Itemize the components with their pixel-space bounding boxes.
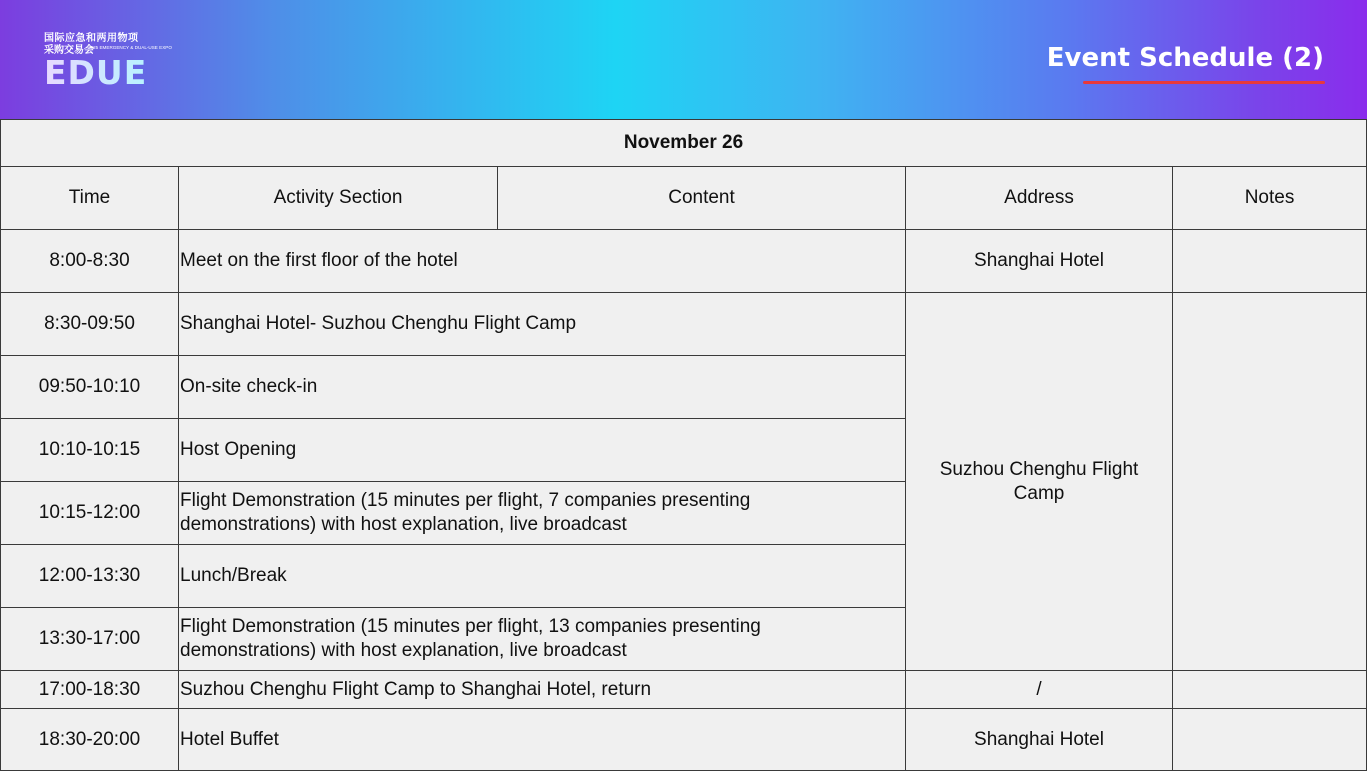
activity-cell: Flight Demonstration (15 minutes per flight, 13 companies presenting demonstrations) with host explanation, live broadcast (179, 608, 906, 671)
column-header-notes: Notes (1173, 167, 1367, 230)
table-row (1, 293, 1367, 356)
table-row (1, 709, 1367, 771)
notes-cell (1173, 671, 1367, 709)
time-cell: 8:00-8:30 (1, 230, 179, 293)
time-cell: 10:10-10:15 (1, 419, 179, 482)
logo-mark: EDUE (44, 53, 148, 92)
activity-cell: Shanghai Hotel- Suzhou Chenghu Flight Camp (179, 293, 906, 356)
address-cell: / (906, 671, 1173, 709)
schedule-date: November 26 (1, 120, 1367, 167)
header-banner (0, 0, 1367, 119)
notes-cell (1173, 230, 1367, 293)
activity-cell: Host Opening (179, 419, 906, 482)
activity-cell: Lunch/Break (179, 545, 906, 608)
expo-logo (44, 33, 172, 93)
column-header-address: Address (906, 167, 1173, 230)
logo-chinese-line2: 采购交易会 (44, 45, 94, 56)
activity-cell: Hotel Buffet (179, 709, 906, 771)
time-cell: 8:30-09:50 (1, 293, 179, 356)
column-header-activity: Activity Section (179, 167, 498, 230)
title-underline (1083, 81, 1325, 84)
time-cell: 17:00-18:30 (1, 671, 179, 709)
activity-cell: Flight Demonstration (15 minutes per flight, 7 companies presenting demonstrations) with host explanation, live broadcast (179, 482, 906, 545)
notes-cell (1173, 709, 1367, 771)
time-cell: 12:00-13:30 (1, 545, 179, 608)
column-header-time: Time (1, 167, 179, 230)
table-row (1, 230, 1367, 293)
activity-cell: On-site check-in (179, 356, 906, 419)
activity-cell: Suzhou Chenghu Flight Camp to Shanghai Hotel, return (179, 671, 906, 709)
logo-chinese-line1: 国际应急和两用物项 (44, 33, 139, 44)
logo-subtitle: 2025 EMERGENCY & DUAL-USE EXPO (88, 45, 172, 50)
date-row (1, 120, 1367, 167)
schedule-table (0, 119, 1367, 771)
time-cell: 10:15-12:00 (1, 482, 179, 545)
address-cell: Shanghai Hotel (906, 230, 1173, 293)
table-row (1, 671, 1367, 709)
address-cell-merged: Suzhou Chenghu Flight Camp (906, 293, 1173, 671)
page-title: Event Schedule (2) (1046, 43, 1324, 73)
time-cell: 09:50-10:10 (1, 356, 179, 419)
column-header-content: Content (498, 167, 906, 230)
header-row (1, 167, 1367, 230)
activity-cell: Meet on the first floor of the hotel (179, 230, 906, 293)
notes-cell-merged (1173, 293, 1367, 671)
time-cell: 13:30-17:00 (1, 608, 179, 671)
address-cell: Shanghai Hotel (906, 709, 1173, 771)
time-cell: 18:30-20:00 (1, 709, 179, 771)
